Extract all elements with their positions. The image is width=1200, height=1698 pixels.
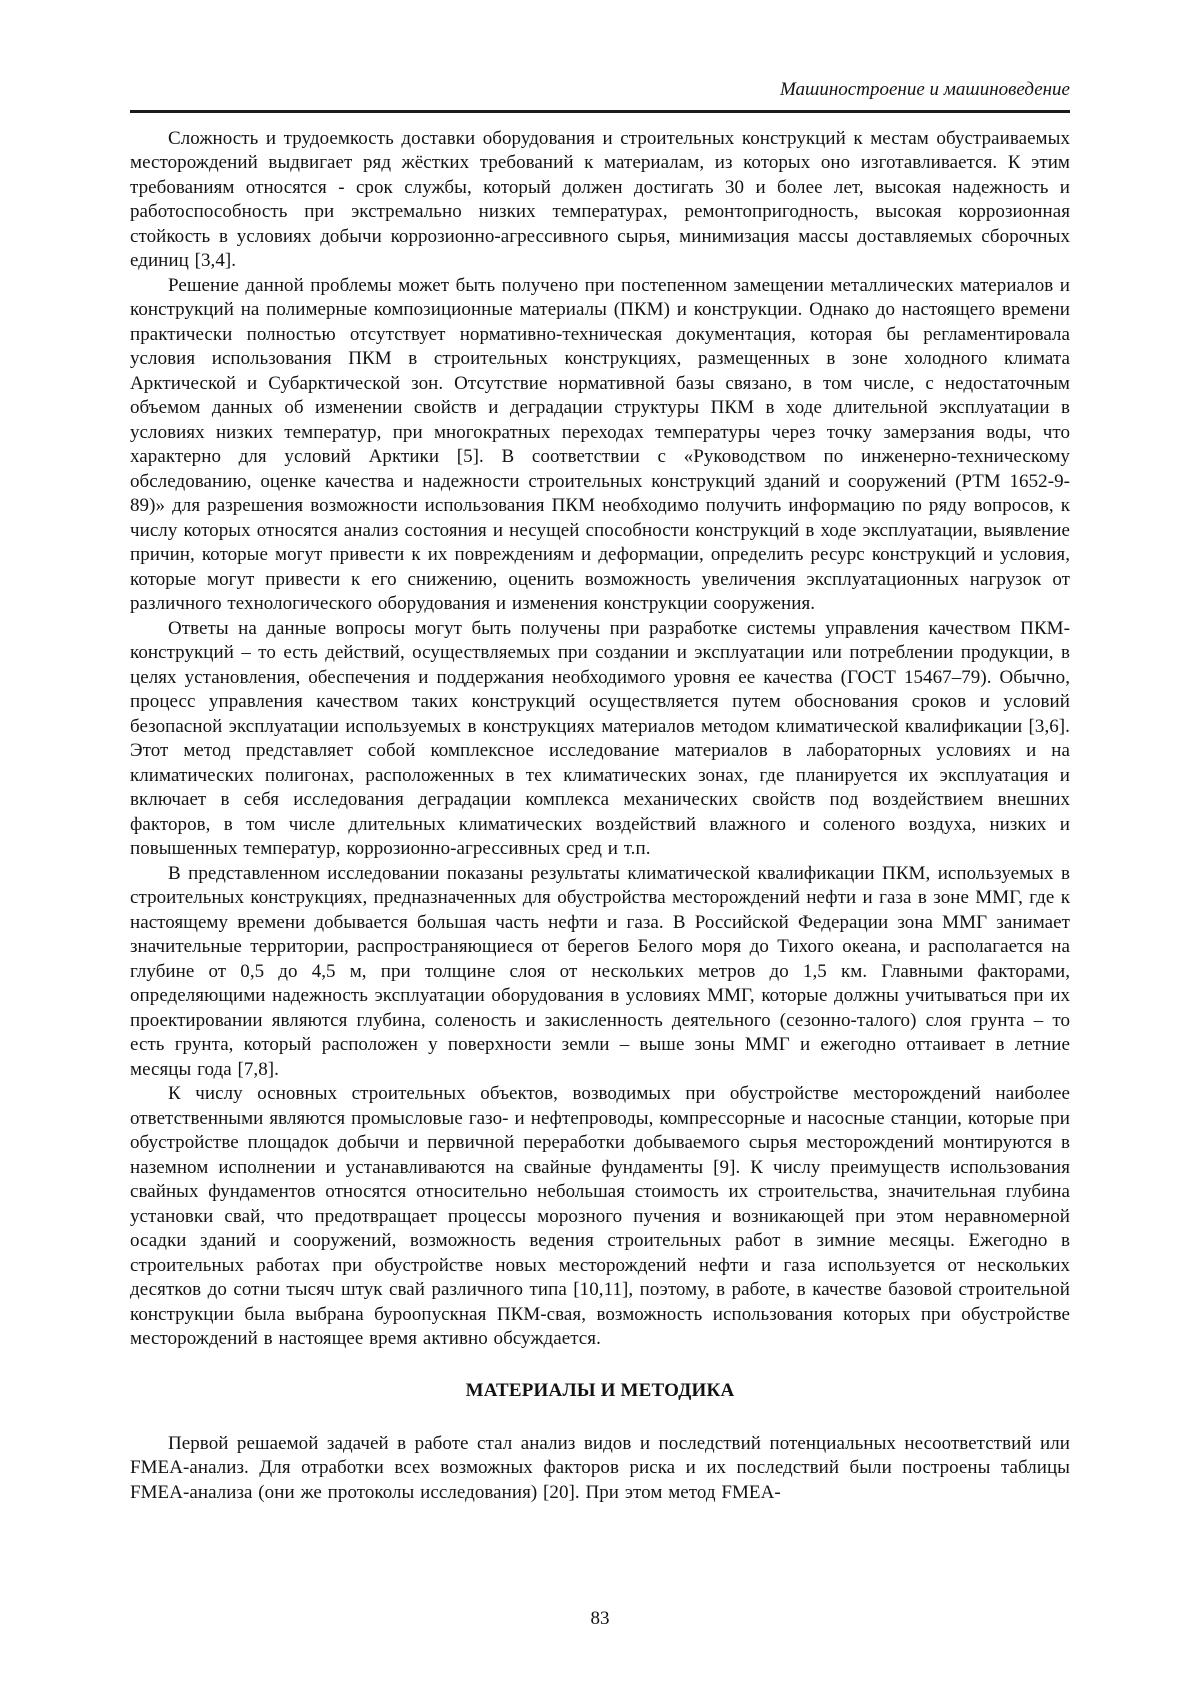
intro-section	[130, 127, 1070, 1352]
paragraph: Решение данной проблемы может быть получено при постепенном замещении металлических материалов и конструкций на полимерные композиционные материалы (ПКМ) и конструкции. Однако до настоящего времени практически полностью отсутствует нормативно-техническая документация, которая бы регламентировала условия использования ПКМ в строительных конструкциях, размещенных в зоне холодного климата Арктической и Субарктической зон. Отсутствие нормативной базы связано, в том числе, с недостаточным объемом данных об изменении свойств и деградации структуры ПКМ в ходе длительной эксплуатации в условиях низких температур, при многократных переходах температуры через точку замерзания воды, что характерно для условий Арктики [5]. В соответствии с «Руководством по инженерно-техническому обследованию, оценке качества и надежности строительных конструкций зданий и сооружений (РТМ 1652-9-89)» для разрешения возможности использования ПКМ необходимо получить информацию по ряду вопросов, к числу которых относятся анализ состояния и несущей способности конструкций в ходе эксплуатации, выявление причин, которые могут привести к их повреждениям и деформации, определить ресурс конструкций и условия, которые могут привести к его снижению, оценить возможность увеличения эксплуатационных нагрузок от различного технологического оборудования и изменения конструкции сооружения.	[130, 274, 1070, 615]
paragraph: В представленном исследовании показаны результаты климатической квалификации ПКМ, используемых в строительных конструкциях, предназначенных для обустройства месторождений нефти и газа в зоне ММГ, где к настоящему времени добывается большая часть нефти и газа. В Российской Федерации зона ММГ занимает значительные территории, распространяющиеся от берегов Белого моря до Тихого океана, и располагается на глубине от 0,5 до 4,5 м, при толщине слоя от нескольких метров до 1,5 км. Главными факторами, определяющими надежность эксплуатации оборудования в условиях ММГ, которые должны учитываться при их проектировании являются глубина, соленость и закисленность деятельного (сезонно-талого) слоя грунта – то есть грунта, который расположен у поверхности земли – выше зоны ММГ и ежегодно оттаивает в летние месяцы года [7,8].	[130, 862, 1070, 1080]
methods-section	[130, 1432, 1070, 1506]
page-number: 83	[590, 1608, 610, 1629]
header-rule	[130, 110, 1070, 113]
paragraph: К числу основных строительных объектов, возводимых при обустройстве месторождений наиболее ответственными являются промысловые газо- и нефтепроводы, компрессорные и насосные станции, которые при обустройстве площадок добычи и первичной переработки добываемого сырья месторождений монтируются в наземном исполнении и устанавливаются на свайные фундаменты [9]. К числу преимуществ использования свайных фундаментов относятся относительно небольшая стоимость их строительства, значительная глубина установки свай, что предотвращает процессы морозного пучения и возникающей при этом неравномерной осадки зданий и сооружений, возможность ведения строительных работ в зимние месяцы. Ежегодно в строительных работах при обустройстве новых месторождений нефти и газа используется от нескольких десятков до сотни тысяч штук свай различного типа [10,11], поэтому, в работе, в качестве базовой строительной конструкции была выбрана буроопускная ПКМ-свая, возможность использования которых при обустройстве месторождений в настоящее время активно обсуждается.	[130, 1083, 1070, 1350]
article-body	[0, 127, 1200, 1506]
page-header	[0, 0, 1200, 113]
paragraph: Ответы на данные вопросы могут быть получены при разработке системы управления качеством ПКМ-конструкций – то есть действий, осуществляемых при создании и эксплуатации или потреблении продукции, в целях установления, обеспечения и поддержания необходимого уровня ее качества (ГОСТ 15467–79). Обычно, процесс управления качеством таких конструкций осуществляется путем обоснования сроков и условий безопасной эксплуатации используемых в конструкциях материалов методом климатической квалификации [3,6]. Этот метод представляет собой комплексное исследование материалов в лабораторных условиях и на климатических полигонах, расположенных в тех климатических зонах, где планируется их эксплуатация и включает в себя исследования деградации комплекса механических свойств под воздействием внешних факторов, в том числе длительных климатических воздействий влажного и соленого воздуха, низких и повышенных температур, коррозионно-агрессивных сред и т.п.	[130, 617, 1070, 860]
paragraph: Первой решаемой задачей в работе стал анализ видов и последствий потенциальных несоответствий или FMEA-анализ. Для отработки всех возможных факторов риска и их последствий были построены таблицы FMEA-анализа (они же протоколы исследования) [20]. При этом метод FMEA-	[130, 1432, 1070, 1503]
running-header: Машиностроение и машиноведение	[779, 79, 1070, 100]
section-heading: МАТЕРИАЛЫ И МЕТОДИКА	[465, 1379, 735, 1401]
paragraph: Сложность и трудоемкость доставки оборудования и строительных конструкций к местам обустраиваемых месторождений выдвигает ряд жёстких требований к материалам, из которых оно изготавливается. К этим требованиям относятся - срок службы, который должен достигать 30 и более лет, высокая надежность и работоспособность при экстремально низких температурах, ремонтопригодность, высокая коррозионная стойкость в условиях добычи коррозионно-агрессивного сырья, минимизация массы доставляемых сборочных единиц [3,4].	[130, 127, 1070, 272]
